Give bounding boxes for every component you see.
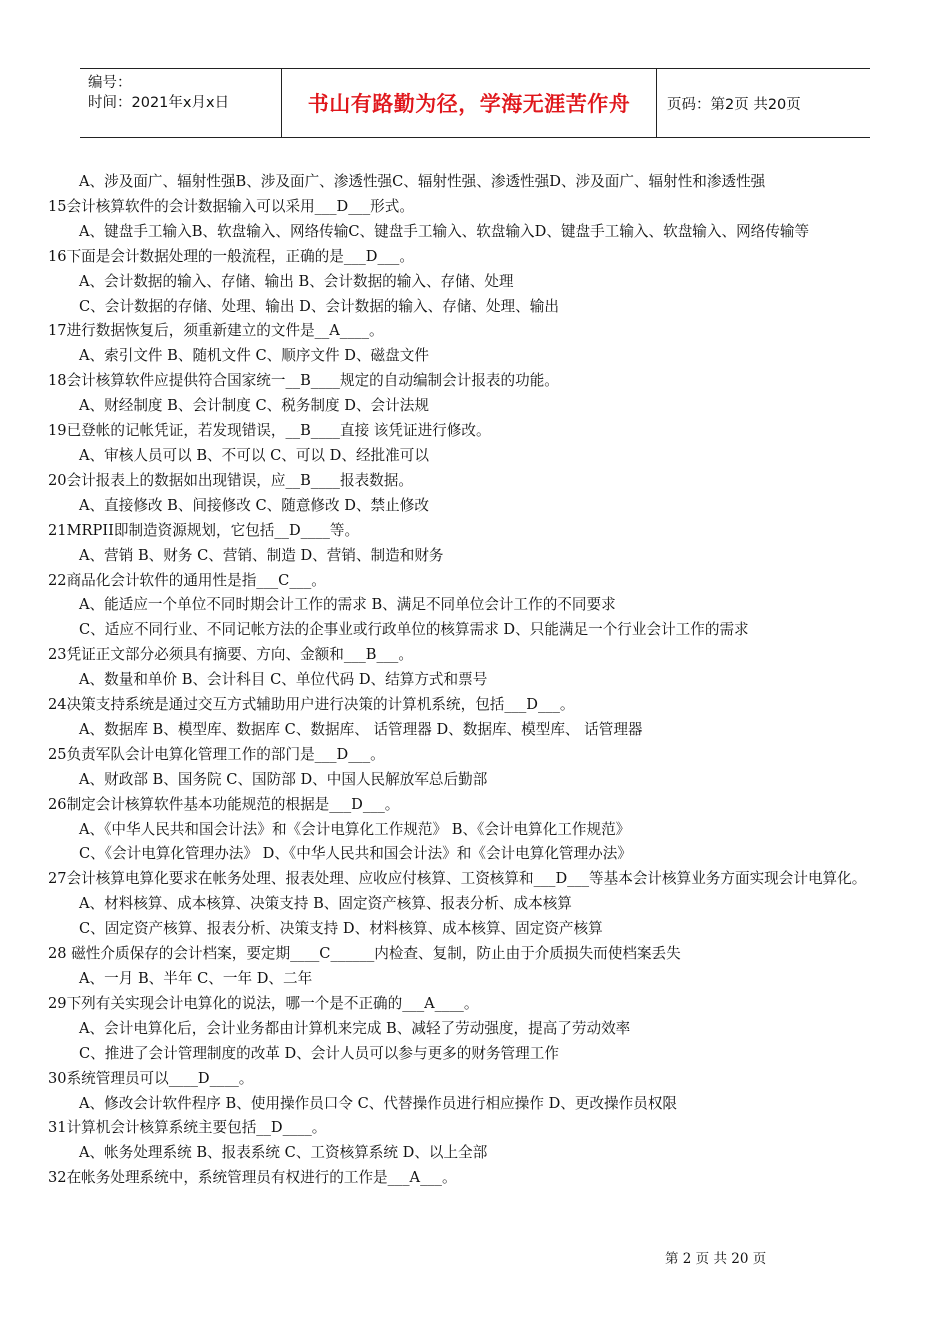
question-line: 24决策支持系统是通过交互方式辅助用户进行决策的计算机系统，包括___D___。 (48, 696, 575, 714)
code-label: 编号： (88, 75, 132, 91)
page-header (80, 68, 870, 138)
question-line: 21MRPII即制造资源规划，它包括__D____等。 (48, 521, 360, 539)
option-line: A、会计电算化后，会计业务都由计算机来完成 B、减轻了劳动强度，提高了劳动效率 (79, 1019, 631, 1037)
header-page-info: 页码：第2页 共20页 (667, 96, 801, 113)
option-line: A、键盘手工输入B、软盘输入、网络传输C、键盘手工输入、软盘输入D、键盘手工输入、软盘输入、网络传输等 (79, 222, 810, 240)
document-body (48, 170, 908, 1191)
option-line: A、一月 B、半年 C、一年 D、二年 (79, 970, 313, 987)
question-line: 16下面是会计数据处理的一般流程，正确的是___D___。 (48, 247, 414, 265)
option-line: A、材料核算、成本核算、决策支持 B、固定资产核算、报表分析、成本核算 (79, 895, 572, 913)
option-line: A、审核人员可以 B、不可以 C、可以 D、经批准可以 (79, 446, 429, 464)
question-line: 27会计核算电算化要求在帐务处理、报表处理、应收应付核算、工资核算和___D___等基本会计核算业务方面实现会计电算化。 (48, 870, 867, 888)
option-line: A、能适应一个单位不同时期会计工作的需求 B、满足不同单位会计工作的不同要求 (79, 596, 616, 614)
question-line: 15会计核算软件的会计数据输入可以采用___D___形式。 (48, 197, 414, 215)
question-line: 22商品化会计软件的通用性是指___C___。 (48, 571, 326, 589)
option-line: A、索引文件 B、随机文件 C、顺序文件 D、磁盘文件 (79, 347, 429, 365)
question-line: 32在帐务处理系统中，系统管理员有权进行的工作是___A___。 (48, 1169, 457, 1187)
option-line: A、数据库 B、模型库、数据库 C、数据库、 话管理器 D、数据库、模型库、 话管理器 (79, 720, 643, 738)
question-line: 26制定会计核算软件基本功能规范的根据是___D___。 (48, 795, 400, 813)
question-line: 19已登帐的记帐凭证，若发现错误，__B____直接 该凭证进行修改。 (48, 422, 491, 440)
page-footer: 第 2 页 共 20 页 (665, 1251, 767, 1267)
header-motto: 书山有路勤为径，学海无涯苦作舟 (282, 69, 657, 137)
question-line: 18会计核算软件应提供符合国家统一__B____规定的自动编制会计报表的功能。 (48, 372, 559, 390)
question-line: 31计算机会计核算系统主要包括__D____。 (48, 1119, 327, 1137)
question-line: 23凭证正文部分必须具有摘要、方向、金额和___B___。 (48, 646, 413, 664)
option-line: A、直接修改 B、间接修改 C、随意修改 D、禁止修改 (79, 496, 429, 514)
option-line: A、修改会计软件程序 B、使用操作员口令 C、代替操作员进行相应操作 D、更改操作员权限 (79, 1094, 678, 1112)
option-line: A、帐务处理系统 B、报表系统 C、工资核算系统 D、以上全部 (79, 1144, 488, 1162)
question-line: 28 磁性介质保存的会计档案，要定期____C______内检查、复制，防止由于介质损失而使档案丢失 (48, 945, 681, 963)
option-line: C、固定资产核算、报表分析、决策支持 D、材料核算、成本核算、固定资产核算 (79, 920, 603, 938)
option-line: A、《中华人民共和国会计法》和《会计电算化工作规范》 B、《会计电算化工作规范》 (79, 820, 631, 838)
option-line: C、适应不同行业、不同记帐方法的企事业或行政单位的核算需求 D、只能满足一个行业会计工作的需求 (79, 621, 749, 639)
question-line: 30系统管理员可以____D____。 (48, 1069, 254, 1087)
option-line: A、营销 B、财务 C、营销、制造 D、营销、制造和财务 (79, 546, 444, 564)
option-line: A、涉及面广、辐射性强B、涉及面广、渗透性强C、辐射性强、渗透性强D、涉及面广、辐射性和渗透性强 (79, 173, 766, 190)
option-line: C、《会计电算化管理办法》 D、《中华人民共和国会计法》和《会计电算化管理办法》 (79, 845, 632, 863)
option-line: C、推进了会计管理制度的改革 D、会计人员可以参与更多的财务管理工作 (79, 1044, 559, 1062)
question-line: 20会计报表上的数据如出现错误，应__B____报表数据。 (48, 471, 413, 489)
question-line: 25负责军队会计电算化管理工作的部门是___D___。 (48, 745, 385, 763)
question-line: 17进行数据恢复后，须重新建立的文件是__A____。 (48, 322, 384, 340)
option-line: A、会计数据的输入、存储、输出 B、会计数据的输入、存储、处理 (79, 272, 514, 290)
time-label: 时间：2021年x月x日 (88, 95, 230, 111)
option-line: A、数量和单价 B、会计科目 C、单位代码 D、结算方式和票号 (79, 671, 488, 689)
option-line: C、会计数据的存储、处理、输出 D、会计数据的输入、存储、处理、输出 (79, 297, 559, 315)
header-meta (80, 69, 282, 137)
option-line: A、财政部 B、国务院 C、国防部 D、中国人民解放军总后勤部 (79, 770, 488, 788)
question-line: 29下列有关实现会计电算化的说法，哪一个是不正确的___A____。 (48, 994, 479, 1012)
option-line: A、财经制度 B、会计制度 C、税务制度 D、会计法规 (79, 397, 429, 415)
